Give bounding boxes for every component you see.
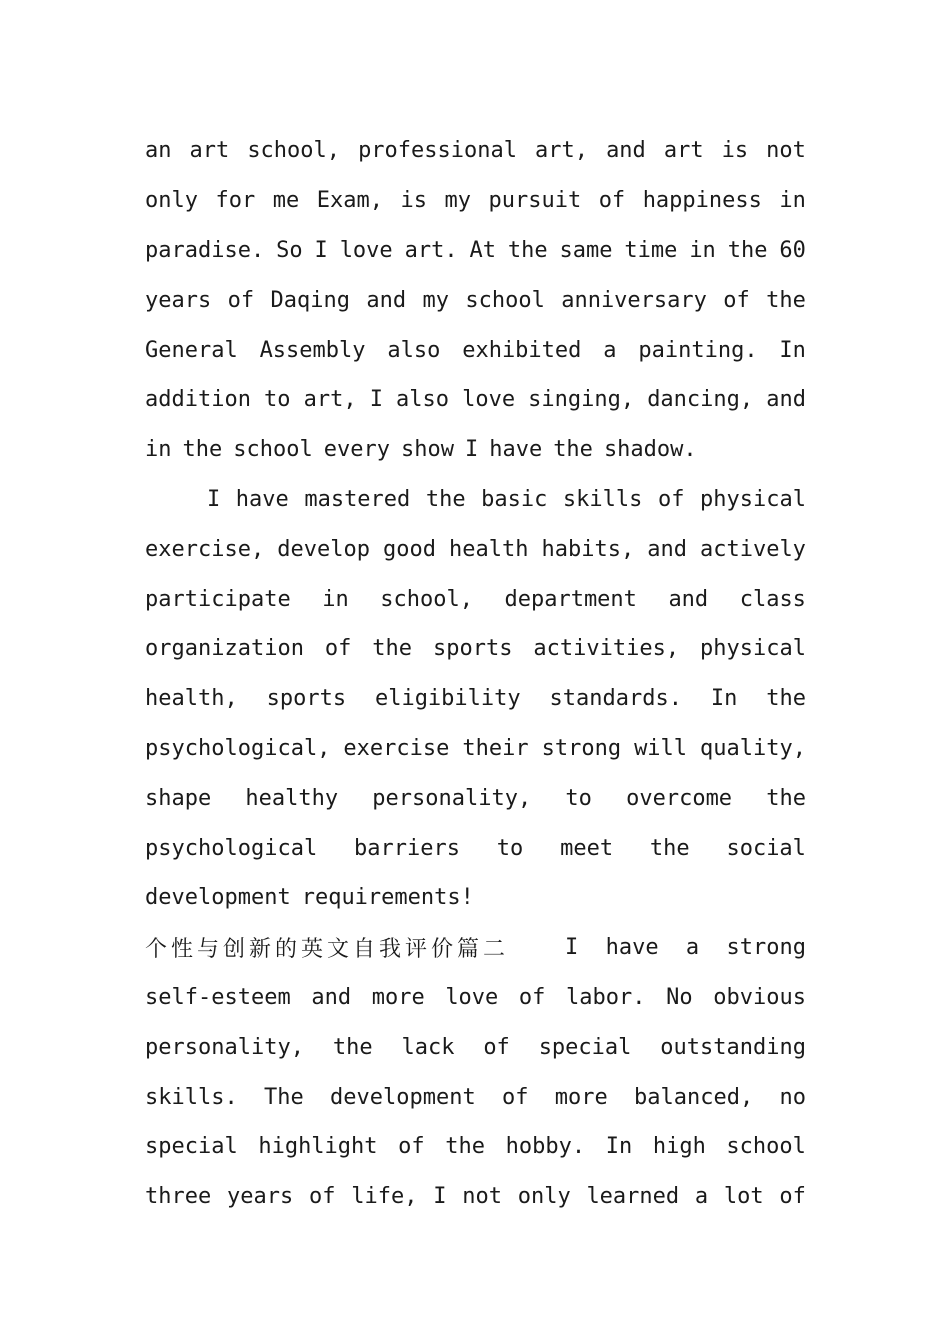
word: happiness (642, 188, 762, 214)
word: art, (535, 138, 589, 164)
word: exercise (343, 735, 450, 761)
word: to (264, 387, 291, 413)
word: activities, (533, 636, 680, 662)
word: years (145, 287, 212, 313)
word: development (330, 1084, 476, 1110)
text-line (145, 325, 806, 375)
word: skills. (145, 1084, 238, 1110)
text-line (145, 275, 806, 325)
text-line (145, 574, 806, 624)
word: art, (303, 387, 357, 413)
word: Exam, (316, 188, 383, 214)
word: the (182, 437, 223, 463)
word: good (382, 536, 436, 562)
word: actively (699, 536, 806, 562)
text-line (145, 873, 806, 923)
word: to (565, 785, 592, 811)
text-line (145, 823, 806, 873)
word: my (422, 287, 449, 313)
word: and (606, 138, 646, 164)
word: years (226, 1184, 294, 1210)
word: art. (404, 237, 458, 263)
word: show (400, 437, 454, 463)
text-line (145, 126, 806, 176)
text-line (145, 773, 806, 823)
word: overcome (626, 785, 733, 811)
word: and (668, 586, 709, 612)
word: and (366, 287, 407, 313)
word: psychological, (145, 735, 331, 761)
text-line (145, 1072, 806, 1122)
word: school (726, 1134, 806, 1160)
text-line (145, 624, 806, 674)
word: highlight (258, 1134, 378, 1160)
word: healthy (245, 785, 339, 811)
text-line (145, 226, 806, 276)
word: development (145, 885, 291, 911)
word: not (462, 1184, 502, 1210)
word: strong (726, 935, 806, 961)
word: of (308, 1184, 336, 1210)
word: shadow. (603, 437, 697, 463)
text-line (145, 524, 806, 574)
word: lack (401, 1034, 455, 1060)
text-line (145, 674, 806, 724)
word: 60 (779, 237, 806, 263)
word: love (339, 237, 393, 263)
word: skills (562, 486, 643, 512)
word: is (721, 138, 749, 164)
word: special (145, 1134, 238, 1160)
text-line (145, 973, 806, 1023)
word: mastered (304, 486, 411, 512)
word: Assembly (259, 337, 366, 363)
word: their (462, 735, 529, 761)
word: in (322, 586, 349, 612)
word: also (396, 387, 449, 413)
word: a (685, 935, 700, 961)
word: of (501, 1084, 529, 1110)
word: exhibited (462, 337, 582, 363)
text-line (145, 1022, 806, 1072)
word: physical (700, 486, 806, 512)
section-two (145, 923, 806, 1222)
word: not (766, 138, 806, 164)
word: school (465, 287, 545, 313)
word: eligibility (374, 686, 521, 712)
word: labor. (566, 984, 646, 1010)
word: meet (560, 835, 614, 861)
word: the (649, 835, 690, 861)
word: barriers (354, 835, 460, 861)
word: school, (247, 138, 341, 164)
word: time (624, 237, 678, 263)
word: no (779, 1084, 806, 1110)
word: the (425, 486, 466, 512)
word: painting. (638, 337, 758, 363)
word: habits, (541, 536, 635, 562)
word: shape (145, 785, 212, 811)
word: balanced, (633, 1084, 754, 1110)
word: I (464, 437, 479, 463)
word: of (324, 636, 352, 662)
word: only (145, 188, 198, 214)
word: lot (723, 1184, 764, 1210)
word: sports (266, 686, 347, 712)
word: have (235, 486, 289, 512)
word: me (272, 188, 300, 214)
word: social (726, 835, 806, 861)
word: same (559, 237, 613, 263)
word: requirements! (301, 885, 474, 911)
section-first-text (565, 935, 806, 960)
word: class (739, 586, 806, 612)
word: At (469, 237, 496, 263)
word: of (398, 1134, 425, 1160)
word: art (189, 138, 230, 164)
word: is (400, 188, 427, 214)
word: strong (541, 735, 622, 761)
text-line (145, 1122, 806, 1172)
word: more (371, 984, 425, 1010)
word: love (462, 387, 516, 413)
text-line (145, 475, 806, 525)
word: General (145, 337, 238, 363)
text-line (145, 176, 806, 226)
word: the (445, 1134, 486, 1160)
word: will (634, 735, 688, 761)
word: develop (277, 536, 370, 562)
word: organization (145, 636, 304, 662)
word: of (657, 486, 685, 512)
word: only (517, 1184, 571, 1210)
word: in (689, 237, 716, 263)
word: personality, (145, 1034, 304, 1060)
word: an (145, 138, 172, 164)
word: of (227, 287, 255, 313)
section-two-lines (145, 973, 806, 1222)
word: paradise. (145, 237, 265, 263)
word: I (369, 387, 383, 413)
word: No (666, 984, 693, 1010)
word: hobby. (505, 1134, 586, 1160)
word: the (766, 686, 806, 712)
word: more (554, 1084, 608, 1110)
word: also (387, 337, 441, 363)
word: learned (586, 1184, 680, 1210)
word: three (145, 1184, 212, 1210)
word: of (723, 287, 750, 313)
word: the (332, 1034, 373, 1060)
word: In (605, 1134, 633, 1160)
word: anniversary (561, 287, 707, 313)
word: basic (481, 486, 548, 512)
word: dancing, (647, 387, 754, 413)
word: obvious (713, 984, 806, 1010)
word: exercise, (145, 536, 265, 562)
word: the (766, 287, 806, 313)
text-line (145, 724, 806, 774)
word: to (496, 835, 524, 861)
word: psychological (145, 835, 318, 861)
text-line (145, 375, 806, 425)
word: of (483, 1034, 510, 1060)
word: personality, (372, 785, 532, 811)
word: of (518, 984, 546, 1010)
word: a (603, 337, 617, 363)
word: every (323, 437, 390, 463)
word: the (553, 437, 593, 463)
word: I (565, 935, 579, 961)
word: the (727, 237, 768, 263)
word: of (598, 188, 626, 214)
word: So (276, 237, 303, 263)
word: special (538, 1034, 632, 1060)
word: self-esteem (145, 984, 291, 1010)
word: a (694, 1184, 709, 1210)
word: in (145, 437, 172, 463)
word: life, (351, 1184, 418, 1210)
word: the (507, 237, 548, 263)
word: have (489, 437, 543, 463)
paragraph-physical (145, 475, 806, 923)
word: school, (380, 586, 473, 612)
word: and (311, 984, 352, 1010)
word: addition (145, 387, 251, 413)
paragraph-art (145, 126, 806, 475)
text-line (145, 1172, 806, 1222)
word: I (433, 1184, 447, 1210)
word: high (652, 1134, 706, 1160)
document-body (145, 126, 806, 1222)
word: department (504, 586, 637, 612)
section-heading: 个性与创新的英文自我评价篇二 (145, 937, 510, 963)
word: I (207, 486, 221, 512)
word: for (215, 188, 256, 214)
section-two-first-line (145, 923, 806, 973)
word: school (233, 437, 313, 463)
word: art (663, 138, 704, 164)
word: quality, (700, 735, 806, 761)
word: health (448, 536, 529, 562)
word: The (263, 1084, 304, 1110)
text-line (145, 425, 806, 475)
word: and (647, 536, 687, 562)
word: health, (145, 686, 238, 712)
word: pursuit (488, 188, 582, 214)
word: In (710, 686, 738, 712)
word: have (605, 935, 659, 961)
word: sports (432, 636, 513, 662)
word: and (766, 387, 806, 413)
word: outstanding (660, 1034, 806, 1060)
word: in (779, 188, 806, 214)
word: Daqing (270, 287, 350, 313)
word: standards. (549, 686, 682, 712)
word: love (445, 984, 499, 1010)
word: participate (145, 586, 291, 612)
word: the (372, 636, 413, 662)
word: of (779, 1184, 806, 1210)
word: singing, (528, 387, 635, 413)
word: professional (358, 138, 518, 164)
word: my (444, 188, 471, 214)
word: I (314, 237, 328, 263)
word: physical (700, 636, 806, 662)
word: the (766, 785, 806, 811)
word: In (779, 337, 806, 363)
